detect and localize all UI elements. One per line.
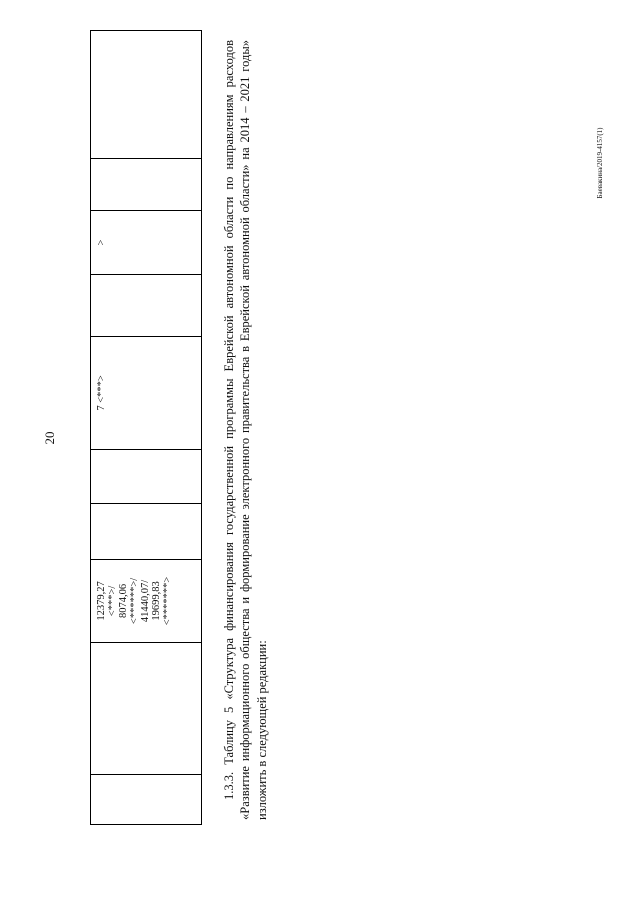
page-number: 20 [42, 431, 57, 445]
table-cell [91, 642, 202, 774]
cell-line: 41440,07/ [140, 579, 151, 623]
table-row [91, 31, 202, 825]
table-cell [91, 336, 202, 449]
table-cell [91, 560, 202, 642]
table-cell [91, 159, 202, 211]
cell-line: 7 <***> [96, 375, 107, 411]
financing-table [90, 30, 202, 825]
table-cell [91, 211, 202, 274]
cell-line: 19699,83 [151, 581, 162, 621]
cell-line: <******>/ [129, 577, 140, 625]
table-cell [91, 450, 202, 504]
cell-line: > [96, 239, 107, 246]
table-cell [91, 274, 202, 336]
table-cell [91, 504, 202, 560]
cell-line: <***>/ [107, 585, 118, 617]
section-paragraph [221, 40, 271, 820]
cell-line: 12379,27 [96, 581, 107, 621]
document-code [595, 103, 605, 223]
section-text: 1.3.3. Таблицу 5 «Структура финансирования государственной программы Еврейской автономной области по направлениям расходов «Развитие информационного общества и формирование электронного правительства в Еврейской автономной области» на 2014 – 2021 годы» изложить в следующей редакции: [221, 40, 269, 820]
table-cell [91, 774, 202, 824]
rotated-content [90, 30, 270, 825]
cell-line: 8074,06 [118, 583, 129, 619]
table-cell [91, 31, 202, 159]
document-code-text: Баевакина/2019-4157(1) [596, 127, 604, 199]
cell-line: <*******> [162, 576, 173, 626]
